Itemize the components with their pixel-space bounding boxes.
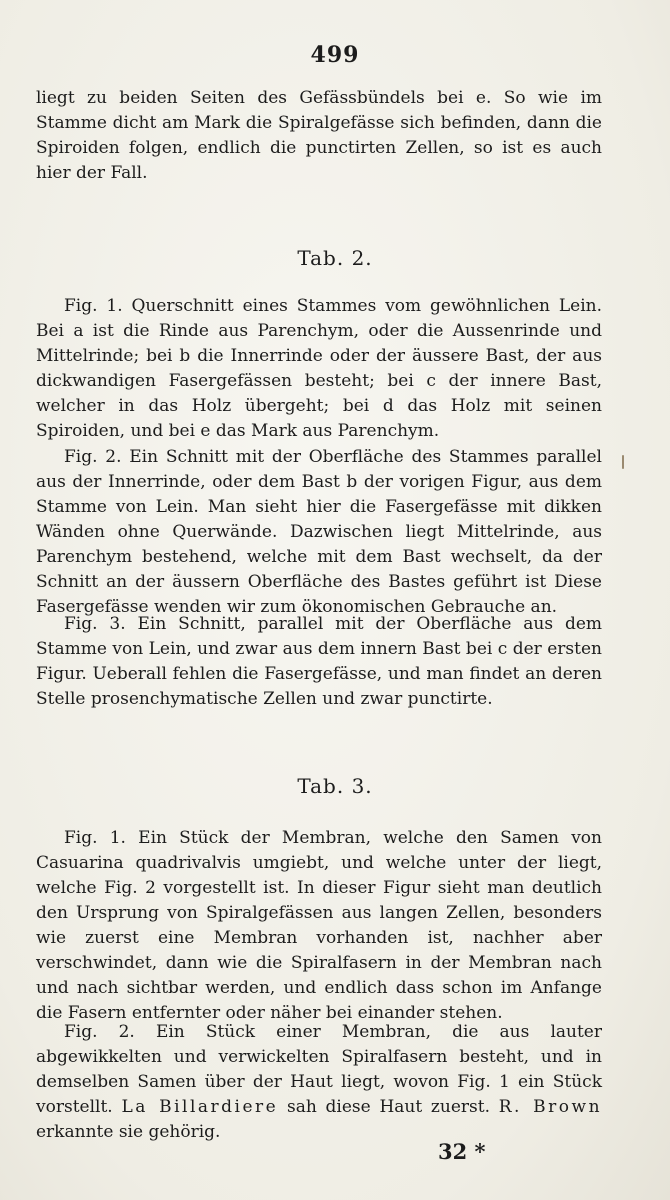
tab-3-heading: Tab. 3. (297, 774, 373, 798)
tab3-fig2-paragraph (36, 1020, 602, 1145)
author-name-brown: R. Brown (498, 1097, 603, 1117)
intro-paragraph (36, 86, 602, 186)
tab3-fig1-paragraph (36, 826, 602, 1026)
tab2-fig1-paragraph (36, 294, 602, 444)
margin-mark (622, 455, 624, 469)
fig-text-part-b: sah diese Haut zuerst. (287, 1097, 490, 1117)
page-number: 499 (310, 42, 360, 68)
signature-mark: 32 * (438, 1139, 486, 1164)
tab2-fig3-paragraph (36, 612, 602, 712)
tab-2-heading: Tab. 2. (297, 246, 373, 270)
fig-label: Fig. 1. (64, 296, 123, 316)
fig-text: Ein Schnitt, parallel mit der Oberfläche aus dem Stamme von Lein, und zwar aus dem innern Bast bei c der ersten Figur. Ueberall fehlen die Fasergefässe, und man findet an deren Stelle prosenchymatische Zellen und zwar punctirte. (36, 614, 603, 709)
fig-label: Fig. 2. (64, 1022, 135, 1042)
author-name-billardiere: La Billardiere (121, 1097, 279, 1117)
fig-label: Fig. 3. (64, 614, 126, 634)
fig-text: Ein Schnitt mit der Oberfläche des Stammes parallel aus der Innerrinde, oder dem Bast b der vorigen Figur, aus dem Stamme von Lein. Man sieht hier die Fasergefässe mit dikken Wänden ohne Querwände. Dazwischen liegt Mittelrinde, aus Parenchym bestehend, welche mit dem Bast wechselt, da der Schnitt an der äussern Oberfläche des Bastes geführt ist Diese Fasergefässe wenden wir zum ökonomischen Gebrauche an. (36, 447, 602, 617)
tab2-fig2-paragraph (36, 445, 602, 620)
fig-text-part-a: Ein Stück einer Membran, die aus lauter abgewikkelten und verwickelten Spiralfasern besteht, und in demselben Samen über der Haut liegt, wovon Fig. 1 ein Stück vorstellt. (36, 1022, 602, 1117)
intro-text: liegt zu beiden Seiten des Gefässbündels bei e. So wie im Stamme dicht am Mark die Spiralgefässe sich befinden, dann die Spiroiden folgen, endlich die punctirten Zellen, so ist es auch hier der Fall. (36, 88, 602, 183)
fig-text: Querschnitt eines Stammes vom gewöhnlichen Lein. Bei a ist die Rinde aus Parenchym, oder die Aussenrinde und Mittelrinde; bei b die Innerrinde oder der äussere Bast, der aus dickwandigen Fasergefässen besteht; bei c der innere Bast, welcher in das Holz übergeht; bei d das Holz mit seinen Spiroiden, und bei e das Mark aus Parenchym. (36, 296, 602, 441)
fig-text: Ein Stück der Membran, welche den Samen von Casuarina quadrivalvis umgiebt, und welche unter der liegt, welche Fig. 2 vorgestellt ist. In dieser Figur sieht man deutlich den Ursprung von Spiralgefässen aus langen Zellen, besonders wie zuerst eine Membran vorhanden ist, nachher aber verschwindet, dann wie die Spiralfasern in der Membran nach und nach sichtbar werden, und endlich dass schon im Anfange die Fasern entfernter oder näher bei einander stehen. (36, 828, 602, 1023)
fig-label: Fig. 1. (64, 828, 126, 848)
fig-text-part-c: erkannte sie gehörig. (36, 1122, 221, 1142)
fig-label: Fig. 2. (64, 447, 122, 467)
